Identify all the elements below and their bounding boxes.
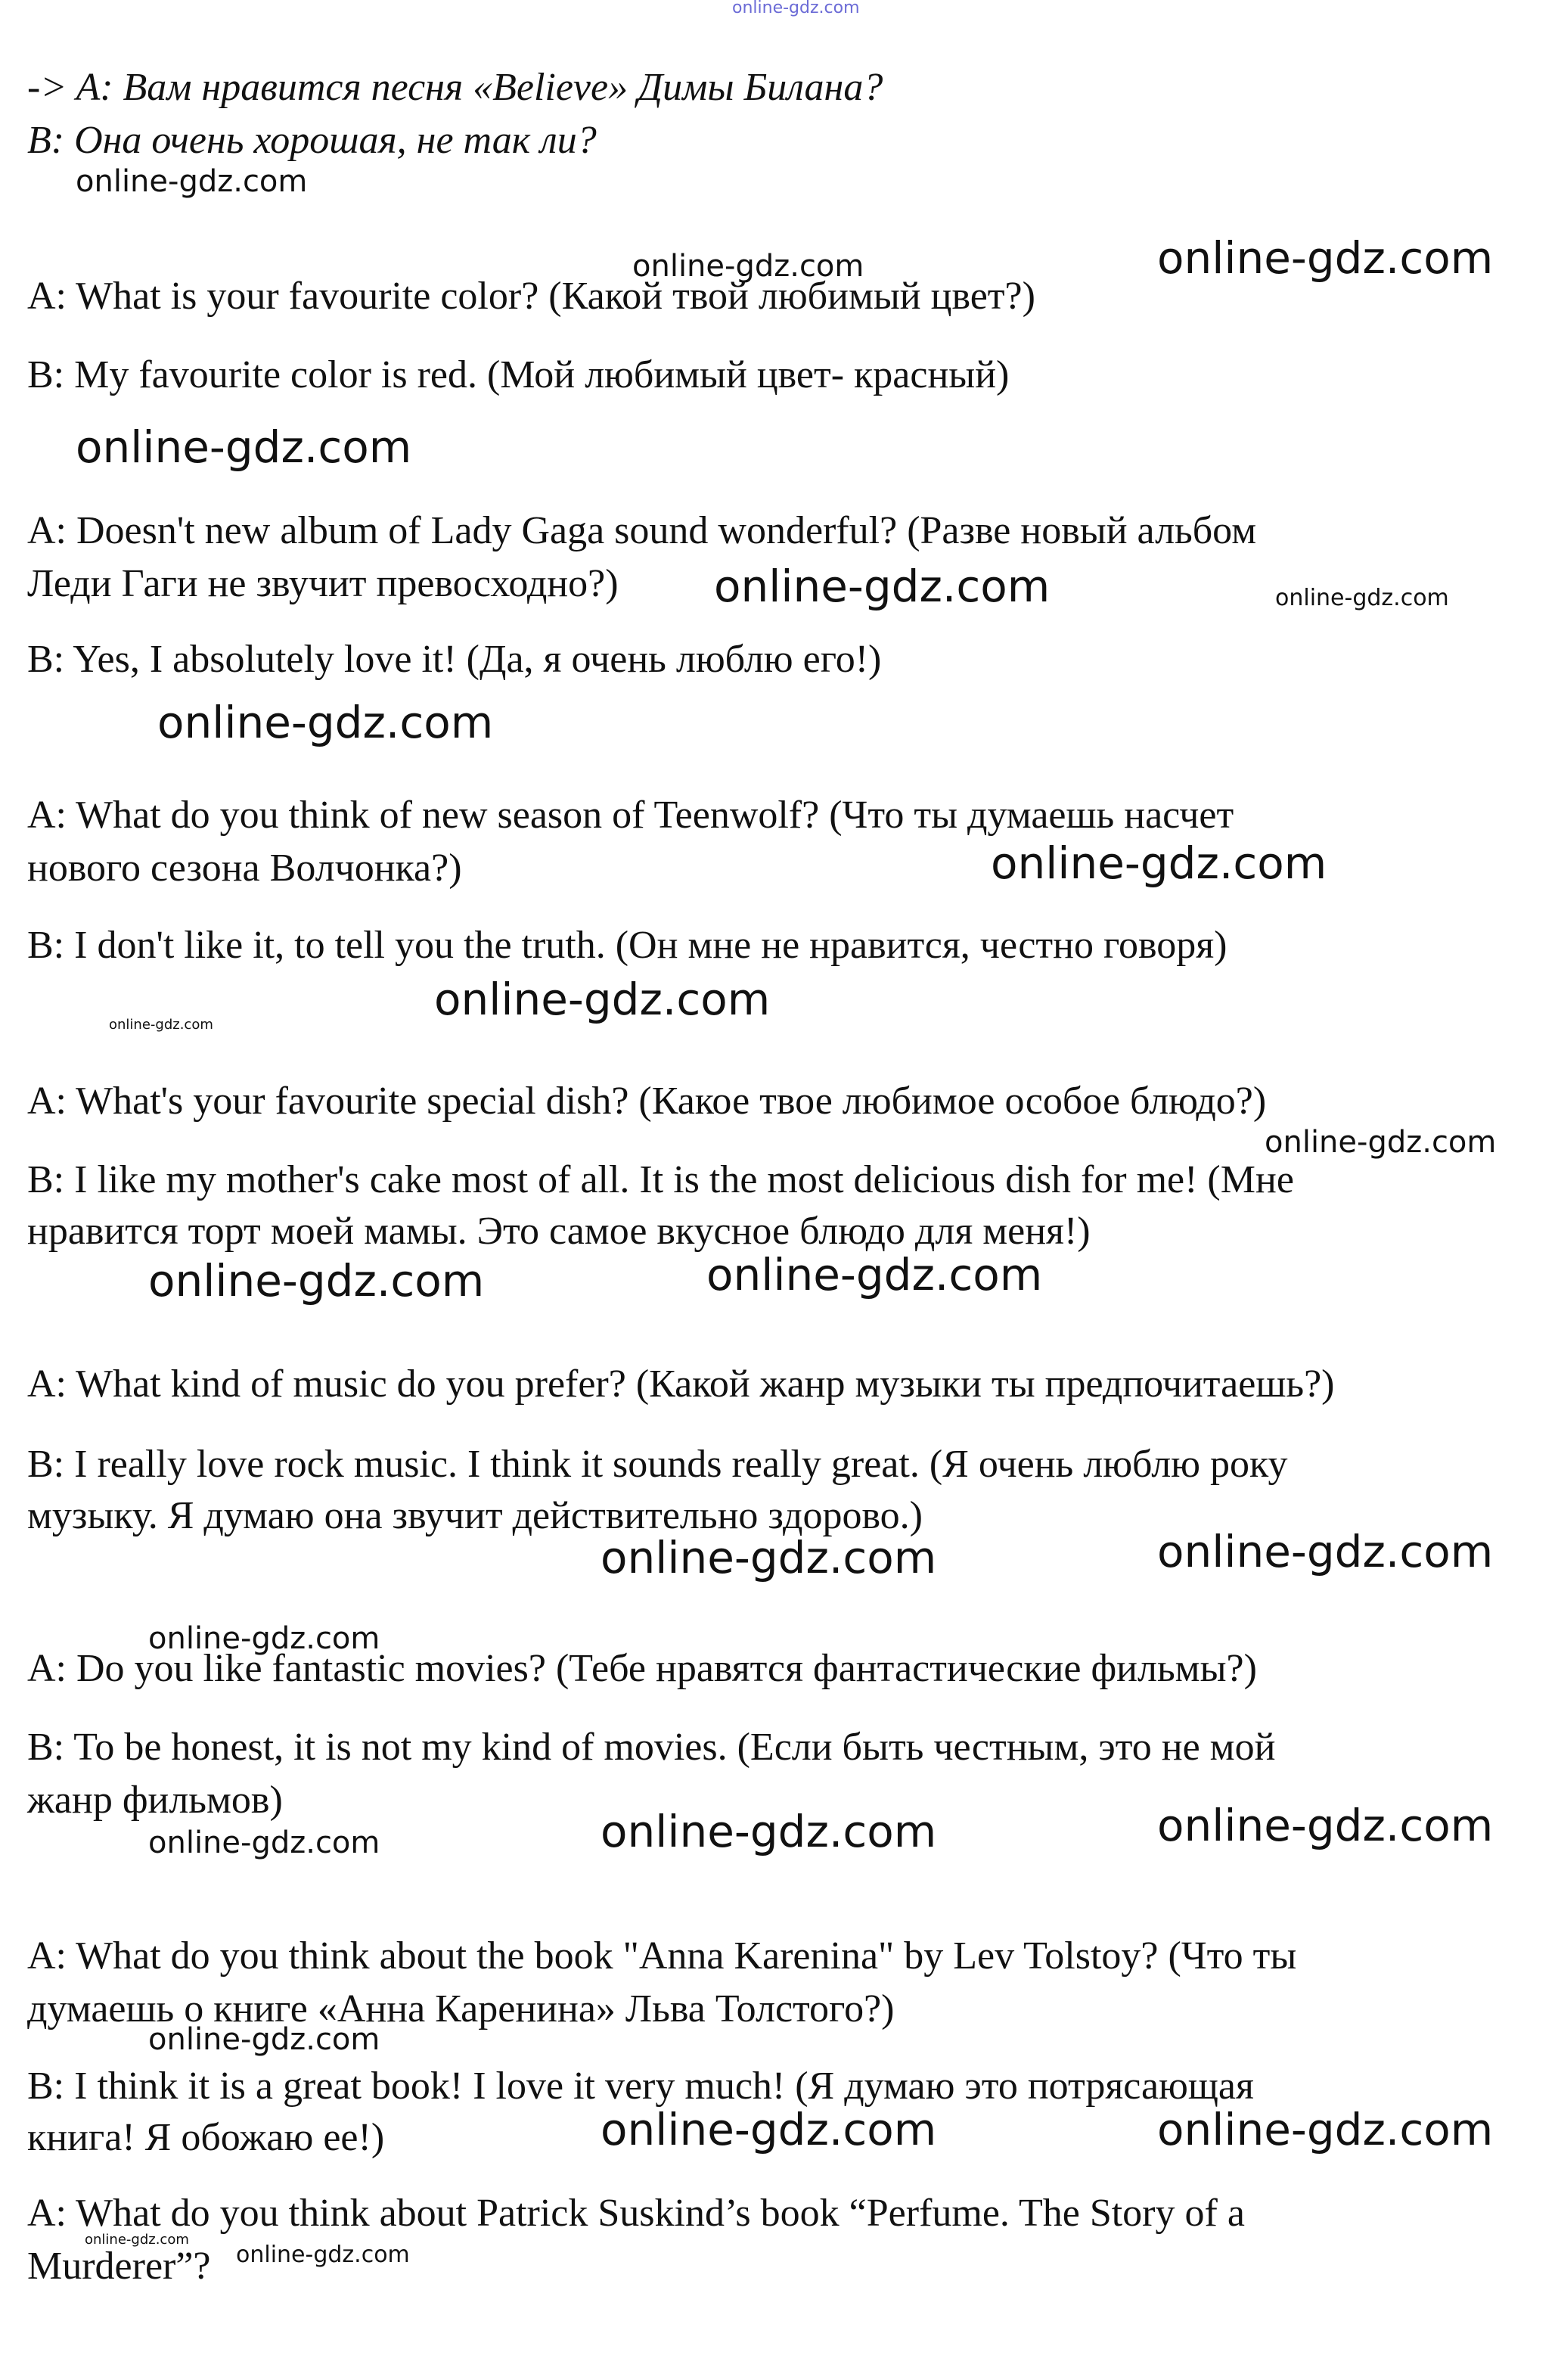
dialogue-line: B: I really love rock music. I think it sounds really great. (Я очень люблю року [27,1443,1288,1486]
watermark: online-gdz.com [991,837,1327,889]
watermark: online-gdz.com [1157,1800,1494,1851]
dialogue-line: думаешь о книге «Анна Каренина» Льва Толстого?) [27,1987,895,2030]
dialogue-line: B: My favourite color is red. (Мой любимый цвет- красный) [27,353,1010,396]
watermark: online-gdz.com [76,164,308,199]
dialogue-line: B: I don't like it, to tell you the truth. (Он мне не нравится, честно говоря) [27,924,1227,967]
dialogue-line: B: Yes, I absolutely love it! (Да, я очень люблю его!) [27,638,882,681]
watermark: online-gdz.com [714,561,1051,612]
dialogue-line: A: What do you think of new season of Teenwolf? (Что ты думаешь насчет [27,794,1234,837]
watermark: online-gdz.com [109,1017,213,1033]
watermark: online-gdz.com [434,974,771,1025]
dialogue-line: A: Doesn't new album of Lady Gaga sound wonderful? (Разве новый альбом [27,509,1257,552]
dialogue-line: B: Она очень хорошая, не так ли? [27,119,597,162]
watermark: online-gdz.com [148,1255,485,1307]
watermark: online-gdz.com [601,1532,937,1583]
dialogue-line: B: I like my mother's cake most of all. It is the most delicious dish for me! (Мне [27,1158,1294,1201]
watermark: online-gdz.com [601,2104,937,2155]
watermark: online-gdz.com [706,1249,1043,1300]
watermark: online-gdz.com [1157,1526,1494,1577]
watermark: online-gdz.com [1157,232,1494,284]
dialogue-line: A: Do you like fantastic movies? (Тебе нравятся фантастические фильмы?) [27,1647,1257,1690]
dialogue-line: Леди Гаги не звучит превосходно?) [27,562,619,605]
dialogue-line: Murderer”? [27,2245,211,2288]
dialogue-line: A: What do you think about Patrick Suskind’s book “Perfume. The Story of a [27,2192,1245,2235]
dialogue-line: нравится торт моей мамы. Это самое вкусное блюдо для меня!) [27,1210,1091,1253]
dialogue-line: B: To be honest, it is not my kind of movies. (Если быть честным, это не мой [27,1726,1276,1769]
dialogue-line: A: What kind of music do you prefer? (Какой жанр музыки ты предпочитаешь?) [27,1362,1335,1406]
dialogue-line: музыку. Я думаю она звучит действительно здорово.) [27,1494,923,1537]
watermark: online-gdz.com [157,697,494,748]
dialogue-line: B: I think it is a great book! I love it very much! (Я думаю это потрясающая [27,2065,1254,2108]
dialogue-line: -> A: Вам нравится песня «Believe» Димы Билана? [27,66,883,109]
dialogue-line: A: What do you think about the book "Anna Karenina" by Lev Tolstoy? (Что ты [27,1934,1297,1978]
page-top-mark: online-gdz.com [732,0,860,17]
watermark: online-gdz.com [632,249,864,284]
dialogue-line: A: What's your favourite special dish? (Какое твое любимое особое блюдо?) [27,1080,1267,1123]
dialogue-line: жанр фильмов) [27,1779,283,1822]
watermark: online-gdz.com [148,1621,380,1656]
watermark: online-gdz.com [236,2242,410,2268]
dialogue-line: A: What is your favourite color? (Какой твой любимый цвет?) [27,275,1035,318]
watermark: online-gdz.com [1265,1125,1497,1160]
watermark: online-gdz.com [1157,2104,1494,2155]
watermark: online-gdz.com [76,421,412,473]
watermark: online-gdz.com [601,1806,937,1857]
watermark: online-gdz.com [148,1825,380,1860]
watermark: online-gdz.com [85,2232,189,2248]
watermark: online-gdz.com [148,2022,380,2057]
watermark: online-gdz.com [1275,585,1449,611]
dialogue-line: книга! Я обожаю ее!) [27,2116,385,2159]
dialogue-line: нового сезона Волчонка?) [27,847,462,890]
